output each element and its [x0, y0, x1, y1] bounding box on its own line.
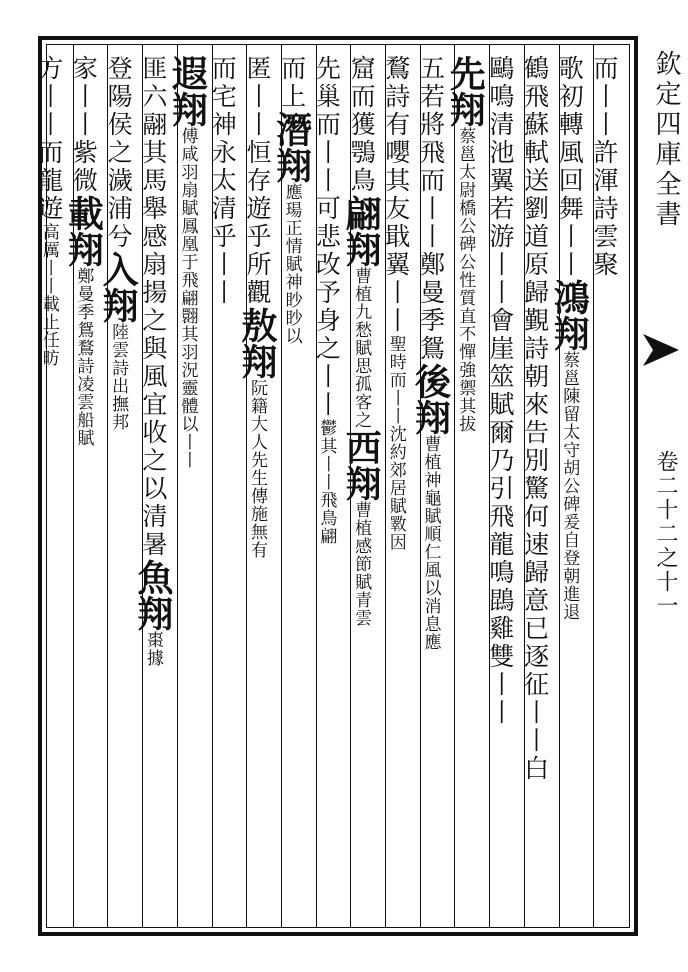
- text-column: [34, 55, 72, 919]
- column-rule: [524, 45, 525, 927]
- entry-heading: 西翔: [340, 429, 383, 501]
- text-column: [548, 55, 593, 919]
- body-text: 而上: [277, 55, 307, 111]
- citation-text: 船賦: [73, 411, 94, 447]
- column-rule: [246, 45, 247, 927]
- body-text: 窟而獲鶚鳥: [347, 55, 377, 195]
- body-text: 匿丨丨恒存遊乎所觀: [242, 55, 272, 307]
- entry-heading: 入翔: [97, 251, 140, 323]
- text-column: [166, 55, 211, 919]
- column-rule: [559, 45, 560, 927]
- entry-heading: 遐翔: [166, 55, 209, 127]
- volume-label: 卷二十二之十一: [653, 450, 678, 618]
- body-text: 匪六翮其馬舉感扇揚之與風宜收之以清暑: [138, 55, 168, 559]
- entry-heading: 魚翔: [131, 559, 174, 631]
- text-column: [340, 55, 384, 919]
- citation-text: 蔡邕太尉橋公碑公性質直不憚強禦其拔: [455, 127, 476, 433]
- body-text: 鶴飛蘇軾送劉道原歸覲詩朝來告別驚何速歸意已逐征丨丨白: [520, 55, 550, 783]
- text-column: [590, 55, 627, 919]
- citation-text: 阮籍大人先生傳施無有: [246, 379, 267, 559]
- column-rule: [107, 45, 108, 927]
- citation-text: 曹植神龜賦順仁風以消息應: [420, 435, 441, 651]
- body-text: 五若將飛而丨丨鄭曼季鴛: [416, 55, 446, 363]
- body-text: 而丨丨許渾詩雲聚: [590, 55, 619, 279]
- column-rule: [212, 45, 213, 927]
- column-rule: [177, 45, 178, 927]
- citation-text: 曹植感節賦青雲: [351, 501, 372, 627]
- text-column: [485, 55, 523, 919]
- text-block: [34, 44, 630, 928]
- column-rule: [142, 45, 143, 927]
- column-rule: [350, 45, 351, 927]
- citation-text: 棗據: [142, 631, 163, 667]
- page-margin: [640, 40, 688, 940]
- column-rule: [420, 45, 421, 927]
- entry-heading: 翩翔: [340, 195, 383, 267]
- text-column: [381, 55, 419, 919]
- text-column: [235, 55, 280, 919]
- citation-text: 曹植九愁賦思孤客之: [351, 267, 372, 429]
- entry-heading: 後翔: [409, 363, 452, 435]
- body-text: 鶩詩有嚶其友戢翼丨丨: [381, 55, 411, 335]
- citation-text: 傅咸羽扇賦鳳凰于飛翩翾其羽況靈體以丨丨: [177, 127, 198, 469]
- text-column: [444, 55, 488, 919]
- text-column: [409, 55, 454, 919]
- entry-heading: 敖翔: [235, 307, 278, 379]
- entry-heading: 先翔: [444, 55, 487, 127]
- text-column: [208, 55, 246, 919]
- entry-heading: 潛翔: [270, 111, 313, 183]
- citation-text: 高厲丨丨載止任昉: [38, 223, 59, 367]
- citation-text: 聖時而丨丨沈約郊居賦斁因: [385, 335, 406, 551]
- citation-text: 鄭曼季鴛鶩詩凌雲: [73, 267, 94, 411]
- text-column: [270, 55, 315, 919]
- body-text: 而宅神永太清乎丨丨: [208, 55, 238, 307]
- fish-tail-icon: [641, 330, 681, 370]
- text-column: [312, 55, 350, 919]
- book-title: 欽定四庫全書: [651, 50, 681, 230]
- citation-text: 蔡邕陳留太守胡公碑爰自登朝進退: [559, 351, 580, 621]
- body-text: 歌初轉風回舞丨丨: [555, 55, 585, 279]
- column-rule: [385, 45, 386, 927]
- column-rule: [316, 45, 317, 927]
- column-rule: [73, 45, 74, 927]
- column-rule: [454, 45, 455, 927]
- citation-text: 陸雲詩出撫邦: [108, 323, 129, 431]
- body-text: 方丨丨而龍遊: [34, 55, 64, 223]
- body-text: 家丨丨紫微: [69, 55, 99, 195]
- body-text: 先巢而丨丨可悲改予身之丨丨: [312, 55, 342, 419]
- column-rule: [281, 45, 282, 927]
- text-frame: [34, 36, 638, 936]
- column-rule: [593, 45, 594, 927]
- column-rule: [489, 45, 490, 927]
- citation-text: 應瑒正情賦神眇眇以: [281, 183, 302, 345]
- body-text: 登陽侯之濊浦兮: [104, 55, 134, 251]
- text-column: [520, 55, 558, 919]
- text-column: [131, 55, 176, 919]
- entry-heading: 載翔: [62, 195, 105, 267]
- body-text: 鷗鳴清池翼若游丨丨會崖筮賦爾乃引飛龍鳴鵾雞雙丨丨: [485, 55, 515, 727]
- text-column: [97, 55, 141, 919]
- text-column: [62, 55, 107, 919]
- citation-text: 鬱其丨丨飛鳥翩: [316, 419, 337, 545]
- entry-heading: 鴻翔: [548, 279, 591, 351]
